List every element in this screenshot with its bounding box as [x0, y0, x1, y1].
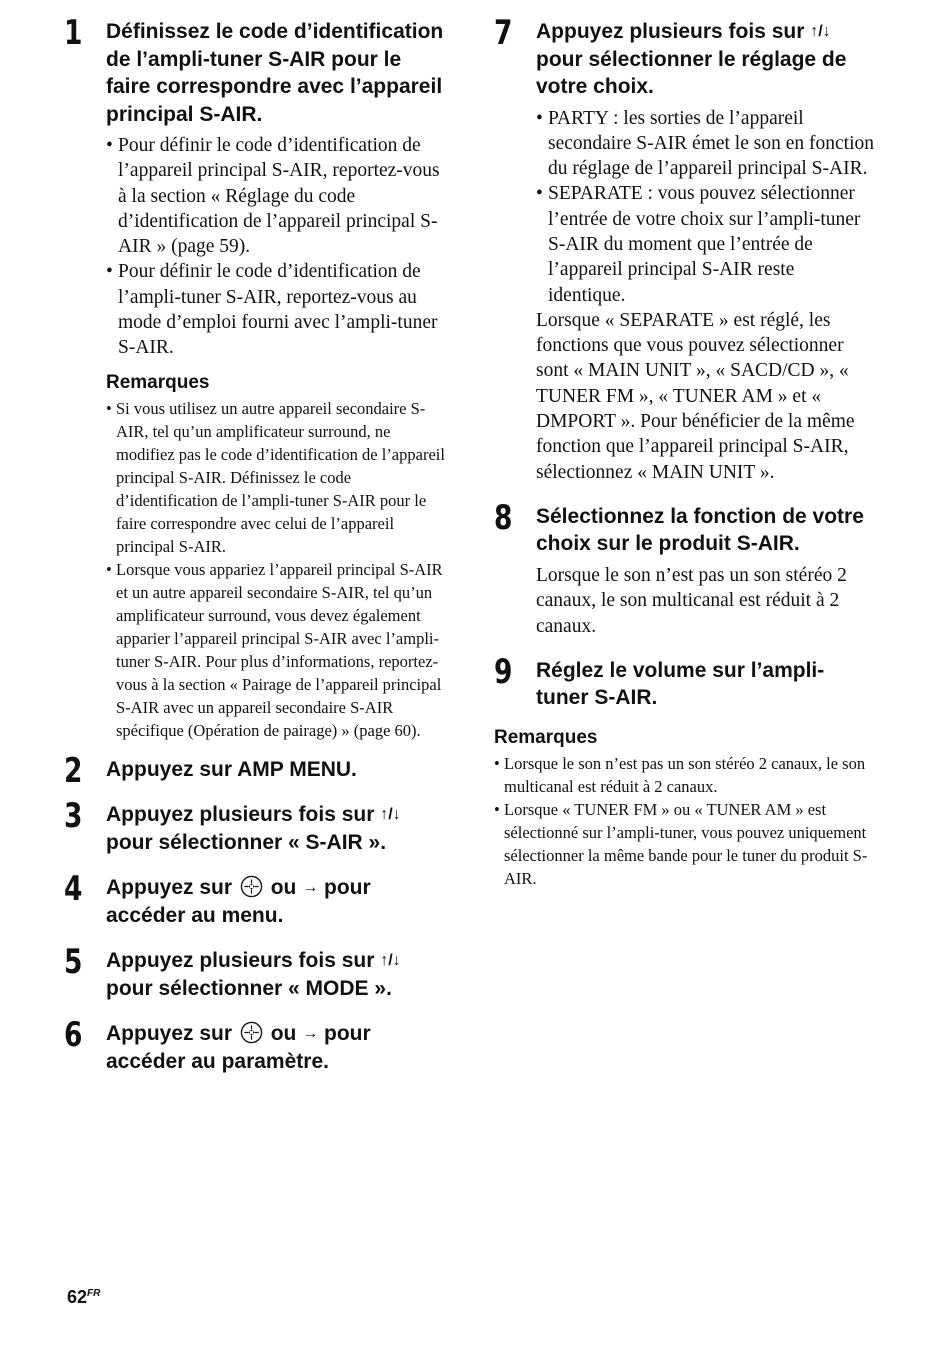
step-title: Sélectionnez la fonction de votre choix sur le produit S-AIR. [536, 504, 864, 556]
step-title: Réglez le volume sur l’ampli-tuner S-AIR. [536, 658, 825, 710]
up-down-arrows-icon: ↑/↓ [810, 23, 831, 40]
step-paragraph: Lorsque « SEPARATE » est réglé, les fonctions que vous pouvez sélectionner sont « MAIN UNIT », « SACD/CD », « TUNER FM », « TUNER AM » et « DMPORT ». Pour bénéficier de la même fonction que l’appareil principal S-AIR, sélectionnez « MAIN UNIT ». [536, 309, 855, 483]
step-9 [494, 651, 876, 712]
step-5 [64, 942, 446, 1002]
enter-button-icon [240, 1021, 263, 1044]
step-6 [64, 1015, 446, 1075]
step-title: Appuyez sur AMP MENU. [106, 757, 357, 781]
step-number: 5 [64, 942, 83, 983]
list-item: • Si vous utilisez un autre appareil secondaire S-AIR, tel qu’un amplificateur surround, ne modifiez pas le code d’identification de l’appareil principal S-AIR. Définissez le code d’identification de l’ampli-tuner S-AIR pour le faire correspondre avec celui de l’appareil principal S-AIR. [106, 397, 446, 558]
remarks-section [494, 726, 876, 890]
up-down-arrows-icon: ↑/↓ [380, 806, 401, 824]
step-number: 9 [494, 651, 513, 692]
list-item: • Lorsque « TUNER FM » ou « TUNER AM » est sélectionné sur l’ampli-tuner, vous pouvez uniquement sélectionner la même bande pour le tuner du produit S-AIR. [494, 798, 876, 890]
step-number: 4 [64, 869, 83, 910]
list-item: • Lorsque vous appariez l’appareil principal S-AIR et un autre appareil secondaire S-AIR, tel qu’un amplificateur surround, vous devez également apparier l’appareil principal S-AIR avec l’ampli-tuner S-AIR. Pour plus d’informations, reportez-vous à la section « Pairage de l’appareil principal S-AIR avec un appareil secondaire S-AIR spécifique (Opération de pairage) » (page 60). [106, 558, 446, 742]
list-item: • Pour définir le code d’identification de l’appareil principal S-AIR, reportez-vous à la section « Réglage du code d’identification de l’appareil principal S-AIR » (page 59). [106, 133, 446, 259]
step-number: 6 [64, 1015, 83, 1056]
step-title: Appuyez plusieurs fois sur ↑/↓ pour sélectionner « S-AIR ». [106, 803, 401, 854]
remarks-title: Remarques [494, 726, 598, 748]
bullet-list [106, 133, 446, 361]
remarks-list [106, 397, 446, 742]
right-column [494, 13, 876, 904]
step-2 [64, 750, 446, 791]
right-arrow-icon: → [302, 879, 319, 897]
remarks-section [64, 371, 446, 742]
list-item: • Pour définir le code d’identification de l’ampli-tuner S-AIR, reportez-vous au mode d’emploi fourni avec l’ampli-tuner S-AIR. [106, 259, 446, 360]
step-number: 3 [64, 796, 83, 837]
step-title: Appuyez plusieurs fois sur ↑/↓ pour sélectionner le réglage de votre choix. [536, 20, 847, 98]
bullet-list [536, 106, 876, 308]
step-1 [64, 13, 446, 361]
step-number: 7 [494, 13, 513, 53]
left-column [64, 13, 446, 1085]
list-item: • PARTY : les sorties de l’appareil secondaire S-AIR émet le son en fonction du réglage de l’appareil principal S-AIR. [536, 106, 876, 182]
list-item: • SEPARATE : vous pouvez sélectionner l’entrée de votre choix sur l’ampli-tuner S-AIR du moment que l’entrée de l’appareil principal S-AIR reste identique. [536, 181, 876, 307]
step-title: Définissez le code d’identification de l’ampli-tuner S-AIR pour le faire correspondre avec l’appareil principal S-AIR. [106, 20, 444, 126]
step-number: 8 [494, 497, 513, 538]
step-4 [64, 869, 446, 929]
step-number: 1 [64, 13, 83, 53]
page-number: $62^{FR}$ [67, 1287, 101, 1307]
step-title: Appuyez sur ou → pour accéder au menu. [106, 876, 371, 927]
step-title: Appuyez plusieurs fois sur ↑/↓ pour sélectionner « MODE ». [106, 949, 401, 1000]
up-down-arrows-icon: ↑/↓ [380, 952, 401, 970]
step-3 [64, 796, 446, 856]
right-arrow-icon: → [302, 1025, 319, 1043]
step-8 [494, 497, 876, 639]
step-title: Appuyez sur ou → pour accéder au paramètre. [106, 1022, 371, 1073]
enter-button-icon [240, 875, 263, 898]
page-locale-suffix: FR [87, 1288, 101, 1299]
list-item: • Lorsque le son n’est pas un son stéréo 2 canaux, le son multicanal est réduit à 2 canaux. [494, 752, 876, 798]
remarks-title: Remarques [106, 371, 210, 393]
step-number: 2 [64, 750, 83, 791]
remarks-list [494, 752, 876, 890]
step-paragraph: Lorsque le son n’est pas un son stéréo 2 canaux, le son multicanal est réduit à 2 canaux. [536, 564, 847, 637]
step-7 [494, 13, 876, 485]
